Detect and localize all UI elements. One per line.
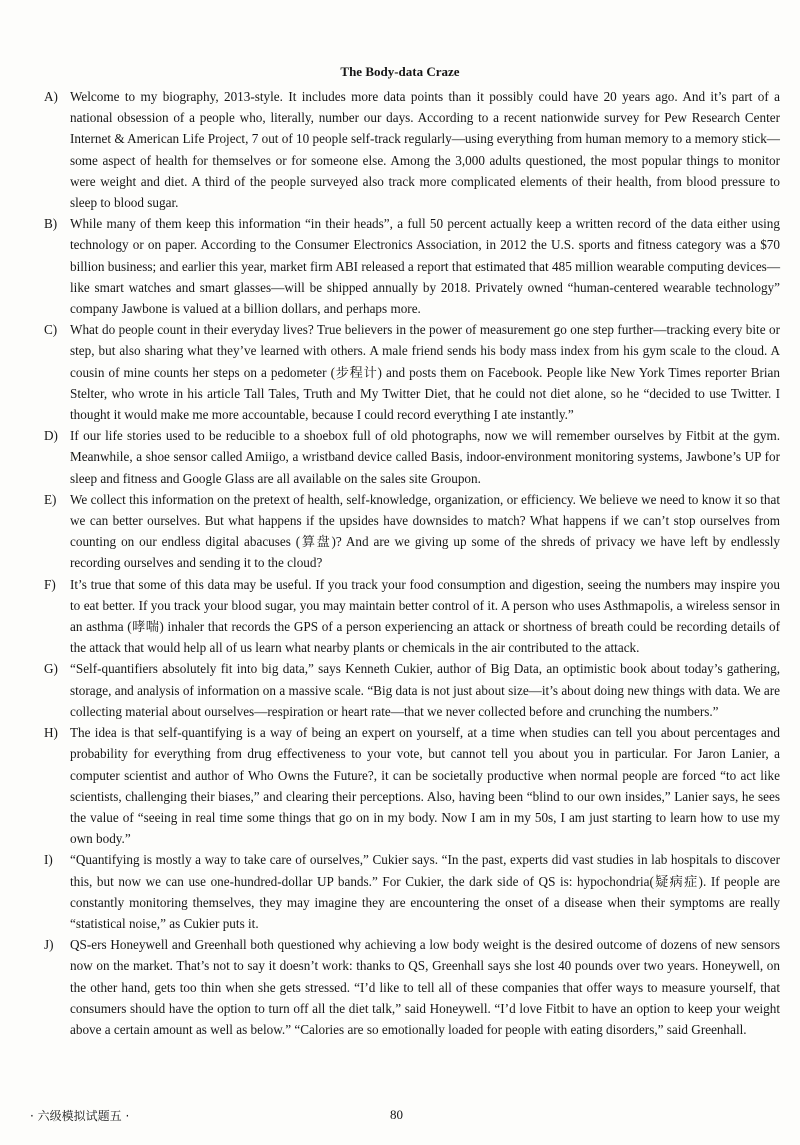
paragraph-letter: G)	[44, 661, 58, 677]
paragraph-text: We collect this information on the pretext of health, self-knowledge, organization, or efficiency. We believe we need to know it so that we can better ourselves. But what happens if the upsides have downsides to match? What happens if we can’t stop ourselves from counting on our endless digital abacuses (算盘)? And are we giving up some of the shreds of privacy we have left by endlessly recording ourselves and sending it to the cloud?	[70, 491, 780, 571]
paragraph-text: What do people count in their everyday lives? True believers in the power of measurement go one step further—tracking every bite or step, but also sharing what they’ve learned with others. A male friend sends his body mass index from his gym scale to the cloud. A cousin of mine counts her steps on a pedometer (步程计) and posts them on Facebook. People like New York Times reporter Brian Stelter, who wrote in his article Tall Tales, Truth and My Twitter Diet, that he could not diet alone, so he “decided to use Twitter. I thought it would make me more accountable, because I could record everything I ate instantly.”	[70, 322, 780, 423]
paragraph-j	[44, 934, 780, 1040]
paragraph-c	[44, 319, 780, 425]
paragraph-g	[44, 658, 780, 722]
paragraph-letter: J)	[44, 937, 54, 953]
paragraph-b	[44, 213, 780, 319]
paragraph-text: QS-ers Honeywell and Greenhall both questioned why achieving a low body weight is the desired outcome of dozens of new sensors now on the market. That’s not to say it doesn’t work: thanks to QS, Greenhall says she lost 40 pounds over two years. Honeywell, on the other hand, gets too thin when she gets stressed. “I’d like to tell all of these companies that offer ways to measure yourself, that consumers should have the option to turn off all the diet talk,” said Honeywell. “I’d love Fitbit to have an option to keep your weight above a certain amount as well as below.” “Calories are so emotionally loaded for people with eating disorders,” said Greenhall.	[70, 937, 780, 1037]
paragraph-text: “Self-quantifiers absolutely fit into big data,” says Kenneth Cukier, author of Big Data, an optimistic book about today’s gathering, storage, and analysis of information on a massive scale. “Big data is not just about size—it’s about doing new things with data. We are collecting material about ourselves—respiration or heart rate—that we never collected before and crunching the numbers.”	[70, 661, 780, 719]
paragraph-letter: D)	[44, 428, 58, 444]
paragraph-i	[44, 849, 780, 934]
paragraph-text: The idea is that self-quantifying is a way of being an expert on yourself, at a time when studies can tell you about percentages and probability for everything from drug effectiveness to your vote, but cannot tell you about you in particular. For Jaron Lanier, a computer scientist and author of Who Owns the Future?, it can be societally productive when normal people are forced “to act like scientists, challenging their biases,” and clearing their perceptions. Also, having been “blind to our own insides,” Lanier says, he sees the value of “seeing in real time some things that go on in my body. Now I am in my 50s, I am just starting to learn how to use my own body.”	[70, 725, 780, 847]
paragraph-text: It’s true that some of this data may be useful. If you track your food consumption and digestion, seeing the numbers may inspire you to eat better. If you track your blood sugar, you may maintain better control of it. A person who uses Asthmapolis, a wireless sensor in an asthma (哮喘) inhaler that records the GPS of a person experiencing an attack or shortness of breath could be recording details of the attack that would help all of us learn what nearby plants or chemicals in the air contributed to the attack.	[70, 576, 780, 656]
paragraph-letter: C)	[44, 322, 58, 338]
paragraph-text: Welcome to my biography, 2013-style. It includes more data points than it possibly could have 20 years ago. And it’s part of a national obsession of a people who, literally, number our days. According to a recent nationwide survey for Pew Research Center Internet & American Life Project, 7 out of 10 people self-track regularly—using everything from human memory to a memory stick—some aspect of health for themselves or for someone else. Among the 3,000 adults questioned, the most popular things to monitor were weight and diet. A third of the people surveyed also track more complicated elements of their health, from blood pressure to sleep to blood sugar.	[70, 89, 780, 211]
page-number: 80	[390, 1107, 403, 1122]
article-body	[44, 86, 780, 1040]
paragraph-text: If our life stories used to be reducible to a shoebox full of old photographs, now we will remember ourselves by Fitbit at the gym. Meanwhile, a shoe sensor called Amiigo, a wristband device called Basis, indoor-environment monitoring systems, Jawbone’s UP for sleep and fitness and Google Glass are all available on the sales site Groupon.	[70, 428, 780, 486]
paragraph-letter: H)	[44, 725, 58, 741]
page-title: The Body-data Craze	[340, 64, 460, 79]
paragraph-letter: B)	[44, 216, 58, 232]
paragraph-letter: A)	[44, 89, 58, 104]
footer-exam-label: · 六级模拟试题五 ·	[30, 1109, 130, 1123]
paragraph-letter: I)	[44, 852, 53, 868]
paragraph-text: While many of them keep this information “in their heads”, a full 50 percent actually keep a written record of the data either using technology or on paper. According to the Consumer Electronics Association, in 2012 the U.S. sports and fitness category was a $70 billion business; and earlier this year, market firm ABI released a report that estimated that 485 million wearable computing devices—like smart watches and smart glasses—will be shipped annually by 2018. Privately owned “human-centered wearable technology” company Jawbone is valued at a billion dollars, and perhaps more.	[70, 216, 780, 317]
paragraph-letter: F)	[44, 576, 56, 592]
page-footer	[0, 1107, 800, 1127]
paragraph-letter: E)	[44, 491, 57, 507]
paragraph-h	[44, 722, 780, 849]
paragraph-a	[44, 86, 780, 213]
paragraph-e	[44, 489, 780, 574]
paragraph-d	[44, 425, 780, 489]
paragraph-text: “Quantifying is mostly a way to take care of ourselves,” Cukier says. “In the past, experts did vast studies in lab hospitals to discover this, but now we can use one-hundred-dollar UP bands.” For Cukier, the dark side of QS is: hypochondria(疑病症). If people are constantly monitoring themselves, they may imagine they are encountering the onset of a disease when their symptoms are really “statistical noise,” as Cukier puts it.	[70, 852, 780, 931]
paragraph-f	[44, 574, 780, 659]
